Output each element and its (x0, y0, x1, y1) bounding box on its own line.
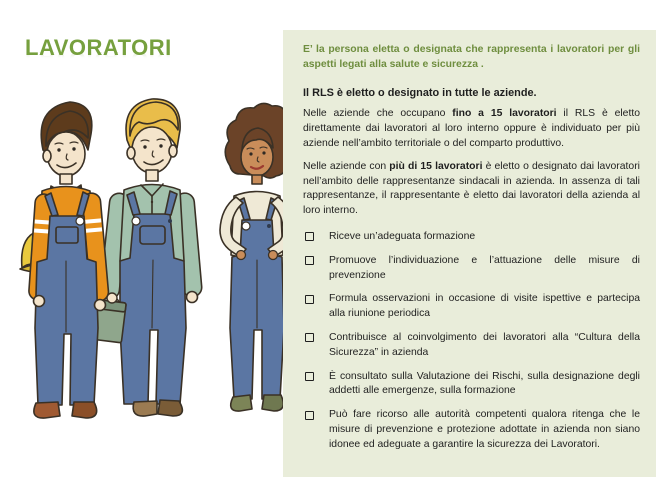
worker-right (220, 103, 286, 411)
checkbox-icon (305, 256, 314, 265)
checkbox-icon (305, 295, 314, 304)
paragraph-piu-15-lavoratori (303, 160, 640, 219)
workers-illustration (0, 86, 286, 492)
duty-text: È consultato sulla Valutazione dei Rischi, sulla designazione degli addetti alle emergenze, sulla formazione (329, 370, 640, 397)
checkbox-icon (305, 333, 314, 342)
duty-text: Formula osservazioni in occasione di visite ispettive e partecipa alla riunione periodica (329, 293, 640, 320)
duty-item (303, 254, 640, 284)
checkbox-icon (305, 232, 314, 241)
duty-item (303, 370, 640, 400)
duty-text: Promuove l’individuazione e l’attuazione delle misure di prevenzione (329, 254, 640, 281)
duty-item (303, 331, 640, 361)
worker-middle (100, 99, 203, 416)
duty-text: Può fare ricorso alle autorità competenti qualora ritenga che le misure di prevenzione e protezione adottate in azienda non siano idonee ed adeguate a garantire la sicurezza dei Lavoratori. (329, 409, 640, 450)
worker-left (20, 102, 109, 418)
duty-item (303, 408, 640, 452)
checkbox-icon (305, 411, 314, 420)
duty-text: Riceve un’adeguata formazione (329, 230, 476, 242)
intro-text: E’ la persona eletta o designata che rappresenta i lavoratori per gli aspetti legati alla salute e sicurezza . (303, 44, 640, 70)
duty-text: Contribuisce al coinvolgimento dei lavoratori alla “Cultura della Sicurezza” in azienda (329, 331, 640, 358)
duty-item (303, 292, 640, 322)
paragraph-text: Nelle aziende che occupano (303, 108, 453, 120)
paragraph-bold-text: fino a 15 lavoratori (452, 108, 557, 120)
checkbox-icon (305, 372, 314, 381)
duties-list (303, 230, 640, 453)
info-panel (283, 30, 656, 477)
rls-statement: Il RLS è eletto o designato in tutte le aziende. (303, 86, 537, 99)
paragraph-text: Nelle aziende con (303, 160, 390, 172)
page-title: LAVORATORI (25, 34, 172, 60)
duty-item (303, 230, 640, 245)
paragraph-fino-15-lavoratori (303, 107, 640, 151)
paragraph-text: è eletto o designato dai lavoratori nell’ambito delle rappresentanze sindacali in azienda. In assenza di tali rappresentanze, il rappresentante è eletto dai lavoratori della azienda al loro interno. (303, 160, 640, 217)
paragraph-text: il RLS è eletto direttamente dai lavoratori al loro interno oppure è individuato per più aziende nell’ambito territoriale o del comparto produttivo. (303, 108, 640, 149)
paragraph-bold-text: più di 15 lavoratori (389, 160, 483, 172)
